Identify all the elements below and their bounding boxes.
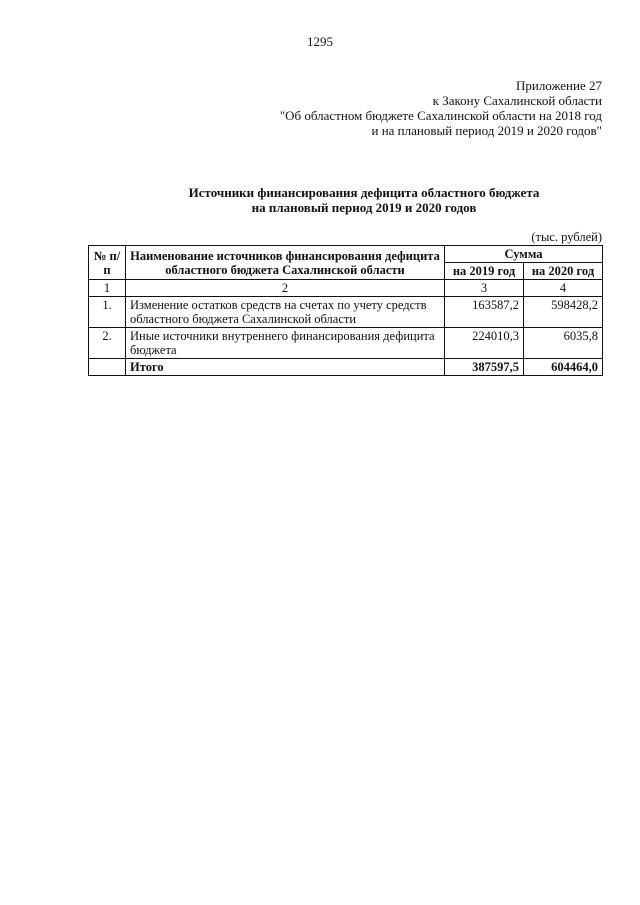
column-index: 1 xyxy=(89,280,126,297)
header-2020: на 2020 год xyxy=(524,263,603,280)
header-sum: Сумма xyxy=(445,246,603,263)
row-value-2020: 6035,8 xyxy=(524,328,603,359)
column-index: 3 xyxy=(445,280,524,297)
header-number: № п/п xyxy=(89,246,126,280)
financing-table xyxy=(88,245,603,376)
column-index: 4 xyxy=(524,280,603,297)
appendix-line-1: Приложение 27 xyxy=(515,78,602,93)
total-value-2019: 387597,5 xyxy=(445,359,524,376)
row-number: 2. xyxy=(89,328,126,359)
units-label: (тыс. рублей) xyxy=(531,230,602,244)
page-number: 1295 xyxy=(307,34,333,49)
row-value-2019: 224010,3 xyxy=(445,328,524,359)
table-row xyxy=(89,297,603,328)
total-value-2020: 604464,0 xyxy=(524,359,603,376)
total-number xyxy=(89,359,126,376)
header-2019: на 2019 год xyxy=(445,263,524,280)
title-line-2: на плановый период 2019 и 2020 годов xyxy=(251,200,477,215)
document-title xyxy=(0,185,640,215)
column-index-row xyxy=(89,280,603,297)
header-name: Наименование источников финансирования дефицита областного бюджета Сахалинской области xyxy=(126,246,445,280)
row-value-2020: 598428,2 xyxy=(524,297,603,328)
row-value-2019: 163587,2 xyxy=(445,297,524,328)
table-header-row xyxy=(89,246,603,263)
appendix-line-4: и на плановый период 2019 и 2020 годов" xyxy=(371,123,602,138)
appendix-line-2: к Закону Сахалинской области xyxy=(432,93,602,108)
column-index: 2 xyxy=(126,280,445,297)
appendix-reference xyxy=(280,78,602,138)
row-name: Изменение остатков средств на счетах по учету средств областного бюджета Сахалинской области xyxy=(126,297,445,328)
total-row xyxy=(89,359,603,376)
appendix-line-3: "Об областном бюджете Сахалинской области на 2018 год xyxy=(279,108,602,123)
total-label: Итого xyxy=(126,359,445,376)
row-number: 1. xyxy=(89,297,126,328)
title-line-1: Источники финансирования дефицита областного бюджета xyxy=(188,185,540,200)
row-name: Иные источники внутреннего финансирования дефицита бюджета xyxy=(126,328,445,359)
table-row xyxy=(89,328,603,359)
